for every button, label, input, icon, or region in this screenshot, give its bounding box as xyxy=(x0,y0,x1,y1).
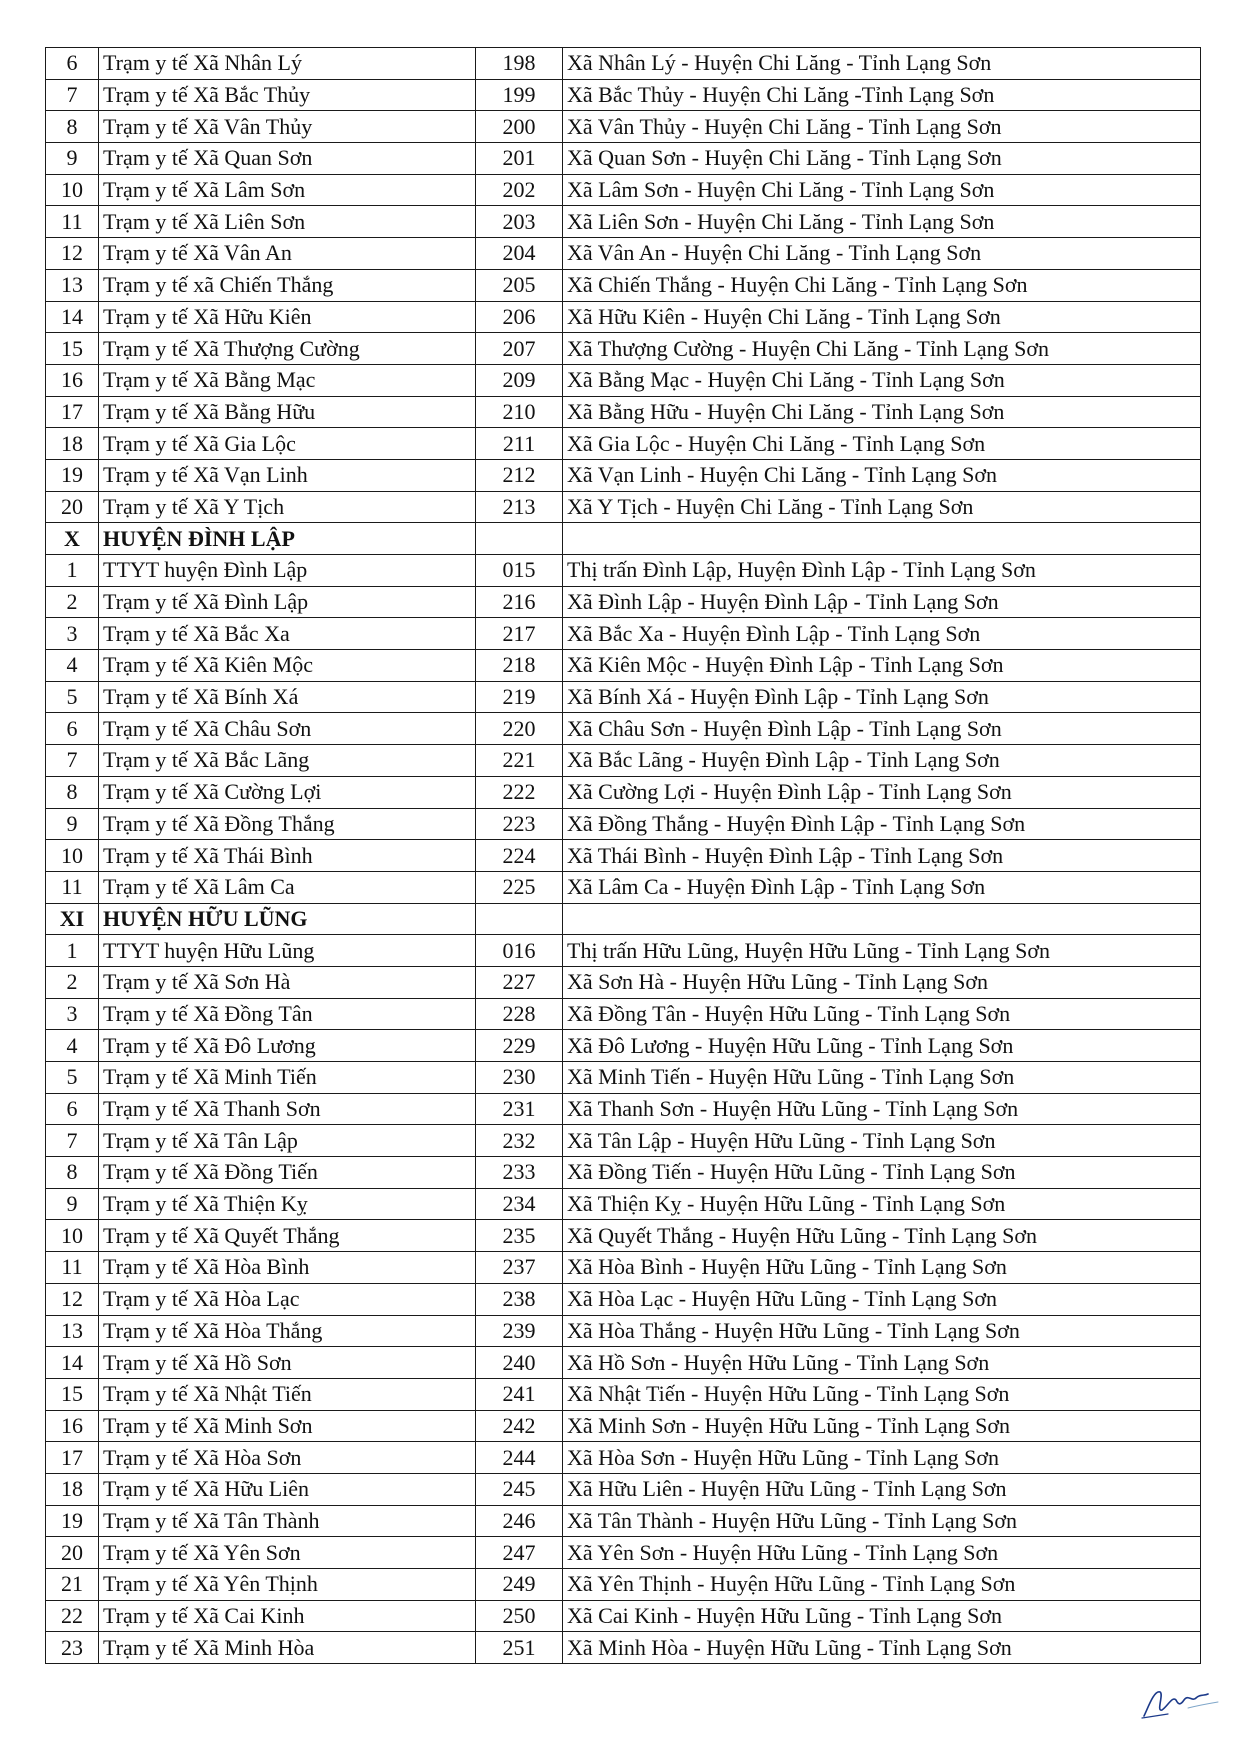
facility-name-cell: Trạm y tế Xã Lâm Ca xyxy=(99,871,476,903)
address-cell: Xã Hữu Kiên - Huyện Chi Lăng - Tỉnh Lạng Sơn xyxy=(563,301,1201,333)
table-row xyxy=(46,935,1201,967)
table-row xyxy=(46,1220,1201,1252)
address-cell: Xã Liên Sơn - Huyện Chi Lăng - Tỉnh Lạng Sơn xyxy=(563,206,1201,238)
facility-code-cell: 222 xyxy=(476,776,563,808)
address-cell: Xã Hữu Liên - Huyện Hữu Lũng - Tỉnh Lạng Sơn xyxy=(563,1473,1201,1505)
row-number-cell: 2 xyxy=(46,586,99,618)
facility-name-cell: Trạm y tế Xã Tân Lập xyxy=(99,1125,476,1157)
row-number-cell: X xyxy=(46,523,99,555)
row-number-cell: 16 xyxy=(46,364,99,396)
facility-code-cell: 227 xyxy=(476,966,563,998)
table-row xyxy=(46,491,1201,523)
table-row xyxy=(46,1600,1201,1632)
row-number-cell: 3 xyxy=(46,618,99,650)
address-cell: Xã Hòa Lạc - Huyện Hữu Lũng - Tỉnh Lạng Sơn xyxy=(563,1283,1201,1315)
table-row xyxy=(46,1315,1201,1347)
facility-name-cell: Trạm y tế Xã Đình Lập xyxy=(99,586,476,618)
facility-name-cell: Trạm y tế Xã Bính Xá xyxy=(99,681,476,713)
table-row xyxy=(46,1410,1201,1442)
address-cell: Xã Vạn Linh - Huyện Chi Lăng - Tỉnh Lạng Sơn xyxy=(563,459,1201,491)
facility-name-cell: Trạm y tế Xã Thanh Sơn xyxy=(99,1093,476,1125)
facility-code-cell: 015 xyxy=(476,555,563,587)
table-row xyxy=(46,1188,1201,1220)
facility-code-cell: 232 xyxy=(476,1125,563,1157)
table-row xyxy=(46,998,1201,1030)
row-number-cell: 5 xyxy=(46,1062,99,1094)
facility-code-cell: 240 xyxy=(476,1347,563,1379)
facility-code-cell: 202 xyxy=(476,174,563,206)
table-row xyxy=(46,1569,1201,1601)
table-row xyxy=(46,1283,1201,1315)
address-cell: Xã Quyết Thắng - Huyện Hữu Lũng - Tỉnh Lạng Sơn xyxy=(563,1220,1201,1252)
facility-code-cell: 199 xyxy=(476,79,563,111)
facility-code-cell: 213 xyxy=(476,491,563,523)
table-row xyxy=(46,681,1201,713)
table-row xyxy=(46,1442,1201,1474)
table-row xyxy=(46,428,1201,460)
facility-code-cell: 209 xyxy=(476,364,563,396)
row-number-cell: 7 xyxy=(46,79,99,111)
facility-name-cell: Trạm y tế Xã Hồ Sơn xyxy=(99,1347,476,1379)
address-cell: Xã Thái Bình - Huyện Đình Lập - Tỉnh Lạng Sơn xyxy=(563,840,1201,872)
table-row xyxy=(46,79,1201,111)
table-row xyxy=(46,1093,1201,1125)
table-row xyxy=(46,840,1201,872)
facility-name-cell: Trạm y tế Xã Yên Thịnh xyxy=(99,1569,476,1601)
table-row xyxy=(46,586,1201,618)
row-number-cell: XI xyxy=(46,903,99,935)
address-cell: Xã Châu Sơn - Huyện Đình Lập - Tỉnh Lạng Sơn xyxy=(563,713,1201,745)
address-cell: Xã Hòa Bình - Huyện Hữu Lũng - Tỉnh Lạng Sơn xyxy=(563,1252,1201,1284)
row-number-cell: 16 xyxy=(46,1410,99,1442)
address-cell: Xã Gia Lộc - Huyện Chi Lăng - Tỉnh Lạng Sơn xyxy=(563,428,1201,460)
row-number-cell: 20 xyxy=(46,1537,99,1569)
row-number-cell: 13 xyxy=(46,1315,99,1347)
facility-name-cell: Trạm y tế Xã Gia Lộc xyxy=(99,428,476,460)
address-cell: Xã Minh Hòa - Huyện Hữu Lũng - Tỉnh Lạng Sơn xyxy=(563,1632,1201,1664)
facility-name-cell: Trạm y tế Xã Kiên Mộc xyxy=(99,650,476,682)
row-number-cell: 8 xyxy=(46,1157,99,1189)
facility-code-cell: 201 xyxy=(476,143,563,175)
row-number-cell: 6 xyxy=(46,1093,99,1125)
facility-name-cell: Trạm y tế xã Chiến Thắng xyxy=(99,269,476,301)
facility-code-cell: 245 xyxy=(476,1473,563,1505)
facility-name-cell: Trạm y tế Xã Quyết Thắng xyxy=(99,1220,476,1252)
table-row xyxy=(46,871,1201,903)
facility-code-cell xyxy=(476,523,563,555)
table-row xyxy=(46,1632,1201,1664)
row-number-cell: 21 xyxy=(46,1569,99,1601)
facility-name-cell: Trạm y tế Xã Hòa Thắng xyxy=(99,1315,476,1347)
table-row xyxy=(46,269,1201,301)
facility-table xyxy=(45,47,1201,1664)
address-cell: Xã Bắc Lãng - Huyện Đình Lập - Tỉnh Lạng Sơn xyxy=(563,745,1201,777)
table-row xyxy=(46,1062,1201,1094)
address-cell: Xã Đồng Tân - Huyện Hữu Lũng - Tỉnh Lạng Sơn xyxy=(563,998,1201,1030)
row-number-cell: 7 xyxy=(46,745,99,777)
section-header-row xyxy=(46,523,1201,555)
table-row xyxy=(46,1378,1201,1410)
district-name-cell: HUYỆN ĐÌNH LẬP xyxy=(99,523,476,555)
row-number-cell: 22 xyxy=(46,1600,99,1632)
facility-name-cell: TTYT huyện Đình Lập xyxy=(99,555,476,587)
facility-name-cell: Trạm y tế Xã Nhân Lý xyxy=(99,48,476,80)
row-number-cell: 8 xyxy=(46,111,99,143)
table-row xyxy=(46,745,1201,777)
facility-code-cell: 241 xyxy=(476,1378,563,1410)
facility-name-cell: Trạm y tế Xã Lâm Sơn xyxy=(99,174,476,206)
table-row xyxy=(46,143,1201,175)
signature-mark xyxy=(1138,1678,1222,1722)
row-number-cell: 9 xyxy=(46,143,99,175)
address-cell: Xã Đồng Tiến - Huyện Hữu Lũng - Tỉnh Lạng Sơn xyxy=(563,1157,1201,1189)
table-row xyxy=(46,555,1201,587)
district-name-cell: HUYỆN HỮU LŨNG xyxy=(99,903,476,935)
table-row xyxy=(46,206,1201,238)
facility-name-cell: Trạm y tế Xã Đồng Tiến xyxy=(99,1157,476,1189)
facility-code-cell: 239 xyxy=(476,1315,563,1347)
facility-name-cell: Trạm y tế Xã Vân An xyxy=(99,238,476,270)
address-cell: Xã Bính Xá - Huyện Đình Lập - Tỉnh Lạng Sơn xyxy=(563,681,1201,713)
facility-code-cell: 235 xyxy=(476,1220,563,1252)
facility-code-cell: 220 xyxy=(476,713,563,745)
facility-name-cell: Trạm y tế Xã Châu Sơn xyxy=(99,713,476,745)
facility-table-body xyxy=(46,48,1201,1664)
facility-code-cell: 250 xyxy=(476,1600,563,1632)
row-number-cell: 9 xyxy=(46,1188,99,1220)
facility-name-cell: Trạm y tế Xã Nhật Tiến xyxy=(99,1378,476,1410)
address-cell: Xã Đô Lương - Huyện Hữu Lũng - Tỉnh Lạng Sơn xyxy=(563,1030,1201,1062)
facility-code-cell: 200 xyxy=(476,111,563,143)
row-number-cell: 5 xyxy=(46,681,99,713)
facility-name-cell: Trạm y tế Xã Bằng Hữu xyxy=(99,396,476,428)
facility-code-cell: 242 xyxy=(476,1410,563,1442)
facility-code-cell: 230 xyxy=(476,1062,563,1094)
facility-name-cell: Trạm y tế Xã Hòa Bình xyxy=(99,1252,476,1284)
address-cell: Xã Yên Sơn - Huyện Hữu Lũng - Tỉnh Lạng Sơn xyxy=(563,1537,1201,1569)
table-row xyxy=(46,1347,1201,1379)
address-cell: Xã Thanh Sơn - Huyện Hữu Lũng - Tỉnh Lạng Sơn xyxy=(563,1093,1201,1125)
row-number-cell: 19 xyxy=(46,459,99,491)
row-number-cell: 14 xyxy=(46,1347,99,1379)
facility-code-cell: 247 xyxy=(476,1537,563,1569)
address-cell: Xã Lâm Ca - Huyện Đình Lập - Tỉnh Lạng Sơn xyxy=(563,871,1201,903)
facility-code-cell xyxy=(476,903,563,935)
address-cell: Xã Y Tịch - Huyện Chi Lăng - Tỉnh Lạng Sơn xyxy=(563,491,1201,523)
facility-name-cell: Trạm y tế Xã Bắc Xa xyxy=(99,618,476,650)
facility-code-cell: 203 xyxy=(476,206,563,238)
table-row xyxy=(46,713,1201,745)
facility-name-cell: Trạm y tế Xã Bắc Lãng xyxy=(99,745,476,777)
address-cell: Xã Kiên Mộc - Huyện Đình Lập - Tỉnh Lạng Sơn xyxy=(563,650,1201,682)
facility-name-cell: Trạm y tế Xã Đồng Thắng xyxy=(99,808,476,840)
facility-name-cell: Trạm y tế Xã Liên Sơn xyxy=(99,206,476,238)
facility-code-cell: 228 xyxy=(476,998,563,1030)
facility-name-cell: Trạm y tế Xã Vạn Linh xyxy=(99,459,476,491)
facility-code-cell: 217 xyxy=(476,618,563,650)
facility-name-cell: Trạm y tế Xã Thái Bình xyxy=(99,840,476,872)
facility-name-cell: Trạm y tế Xã Cai Kinh xyxy=(99,1600,476,1632)
facility-name-cell: Trạm y tế Xã Minh Tiến xyxy=(99,1062,476,1094)
row-number-cell: 11 xyxy=(46,871,99,903)
table-row xyxy=(46,776,1201,808)
table-row xyxy=(46,650,1201,682)
table-row xyxy=(46,48,1201,80)
facility-code-cell: 221 xyxy=(476,745,563,777)
row-number-cell: 3 xyxy=(46,998,99,1030)
address-cell: Xã Tân Thành - Huyện Hữu Lũng - Tỉnh Lạng Sơn xyxy=(563,1505,1201,1537)
row-number-cell: 1 xyxy=(46,935,99,967)
table-row xyxy=(46,238,1201,270)
address-cell: Xã Thượng Cường - Huyện Chi Lăng - Tỉnh Lạng Sơn xyxy=(563,333,1201,365)
address-cell: Thị trấn Hữu Lũng, Huyện Hữu Lũng - Tỉnh Lạng Sơn xyxy=(563,935,1201,967)
section-header-row xyxy=(46,903,1201,935)
row-number-cell: 17 xyxy=(46,396,99,428)
facility-code-cell: 206 xyxy=(476,301,563,333)
table-row xyxy=(46,1505,1201,1537)
address-cell: Xã Bắc Xa - Huyện Đình Lập - Tỉnh Lạng Sơn xyxy=(563,618,1201,650)
facility-code-cell: 225 xyxy=(476,871,563,903)
address-cell: Xã Đình Lập - Huyện Đình Lập - Tỉnh Lạng Sơn xyxy=(563,586,1201,618)
facility-code-cell: 246 xyxy=(476,1505,563,1537)
address-cell: Xã Chiến Thắng - Huyện Chi Lăng - Tỉnh Lạng Sơn xyxy=(563,269,1201,301)
address-cell: Xã Nhật Tiến - Huyện Hữu Lũng - Tỉnh Lạng Sơn xyxy=(563,1378,1201,1410)
row-number-cell: 18 xyxy=(46,1473,99,1505)
address-cell: Xã Bắc Thủy - Huyện Chi Lăng -Tỉnh Lạng Sơn xyxy=(563,79,1201,111)
table-row xyxy=(46,808,1201,840)
address-cell: Xã Hòa Sơn - Huyện Hữu Lũng - Tỉnh Lạng Sơn xyxy=(563,1442,1201,1474)
facility-code-cell: 233 xyxy=(476,1157,563,1189)
table-row xyxy=(46,966,1201,998)
row-number-cell: 11 xyxy=(46,1252,99,1284)
row-number-cell: 4 xyxy=(46,650,99,682)
address-cell: Xã Cường Lợi - Huyện Đình Lập - Tỉnh Lạng Sơn xyxy=(563,776,1201,808)
row-number-cell: 19 xyxy=(46,1505,99,1537)
row-number-cell: 18 xyxy=(46,428,99,460)
facility-code-cell: 234 xyxy=(476,1188,563,1220)
facility-code-cell: 219 xyxy=(476,681,563,713)
address-cell xyxy=(563,903,1201,935)
row-number-cell: 13 xyxy=(46,269,99,301)
signature-icon xyxy=(1138,1678,1222,1722)
address-cell: Xã Yên Thịnh - Huyện Hữu Lũng - Tỉnh Lạng Sơn xyxy=(563,1569,1201,1601)
facility-code-cell: 016 xyxy=(476,935,563,967)
row-number-cell: 10 xyxy=(46,1220,99,1252)
table-row xyxy=(46,301,1201,333)
row-number-cell: 1 xyxy=(46,555,99,587)
row-number-cell: 6 xyxy=(46,48,99,80)
table-row xyxy=(46,1537,1201,1569)
address-cell: Xã Bằng Hữu - Huyện Chi Lăng - Tỉnh Lạng Sơn xyxy=(563,396,1201,428)
row-number-cell: 10 xyxy=(46,174,99,206)
table-row xyxy=(46,396,1201,428)
row-number-cell: 8 xyxy=(46,776,99,808)
address-cell: Xã Đồng Thắng - Huyện Đình Lập - Tỉnh Lạng Sơn xyxy=(563,808,1201,840)
facility-name-cell: Trạm y tế Xã Thượng Cường xyxy=(99,333,476,365)
facility-name-cell: Trạm y tế Xã Thiện Kỵ xyxy=(99,1188,476,1220)
facility-code-cell: 251 xyxy=(476,1632,563,1664)
row-number-cell: 15 xyxy=(46,1378,99,1410)
address-cell: Xã Hồ Sơn - Huyện Hữu Lũng - Tỉnh Lạng Sơn xyxy=(563,1347,1201,1379)
facility-code-cell: 204 xyxy=(476,238,563,270)
table-row xyxy=(46,364,1201,396)
facility-code-cell: 207 xyxy=(476,333,563,365)
facility-code-cell: 237 xyxy=(476,1252,563,1284)
table-row xyxy=(46,1473,1201,1505)
table-row xyxy=(46,1252,1201,1284)
facility-code-cell: 223 xyxy=(476,808,563,840)
table-row xyxy=(46,459,1201,491)
table-row xyxy=(46,1157,1201,1189)
address-cell: Xã Cai Kinh - Huyện Hữu Lũng - Tỉnh Lạng Sơn xyxy=(563,1600,1201,1632)
facility-name-cell: Trạm y tế Xã Đồng Tân xyxy=(99,998,476,1030)
facility-name-cell: Trạm y tế Xã Tân Thành xyxy=(99,1505,476,1537)
address-cell: Xã Nhân Lý - Huyện Chi Lăng - Tỉnh Lạng Sơn xyxy=(563,48,1201,80)
facility-name-cell: Trạm y tế Xã Bắc Thủy xyxy=(99,79,476,111)
facility-name-cell: Trạm y tế Xã Hòa Lạc xyxy=(99,1283,476,1315)
address-cell: Xã Sơn Hà - Huyện Hữu Lũng - Tỉnh Lạng Sơn xyxy=(563,966,1201,998)
facility-code-cell: 229 xyxy=(476,1030,563,1062)
facility-code-cell: 218 xyxy=(476,650,563,682)
facility-code-cell: 231 xyxy=(476,1093,563,1125)
table-row xyxy=(46,174,1201,206)
address-cell: Xã Vân Thủy - Huyện Chi Lăng - Tỉnh Lạng Sơn xyxy=(563,111,1201,143)
facility-code-cell: 249 xyxy=(476,1569,563,1601)
facility-name-cell: Trạm y tế Xã Y Tịch xyxy=(99,491,476,523)
row-number-cell: 11 xyxy=(46,206,99,238)
table-row xyxy=(46,333,1201,365)
address-cell: Xã Bằng Mạc - Huyện Chi Lăng - Tỉnh Lạng Sơn xyxy=(563,364,1201,396)
row-number-cell: 12 xyxy=(46,238,99,270)
table-row xyxy=(46,111,1201,143)
row-number-cell: 14 xyxy=(46,301,99,333)
row-number-cell: 15 xyxy=(46,333,99,365)
facility-code-cell: 216 xyxy=(476,586,563,618)
row-number-cell: 2 xyxy=(46,966,99,998)
address-cell: Xã Tân Lập - Huyện Hữu Lũng - Tỉnh Lạng Sơn xyxy=(563,1125,1201,1157)
address-cell: Xã Quan Sơn - Huyện Chi Lăng - Tỉnh Lạng Sơn xyxy=(563,143,1201,175)
facility-name-cell: Trạm y tế Xã Hòa Sơn xyxy=(99,1442,476,1474)
address-cell: Xã Thiện Kỵ - Huyện Hữu Lũng - Tỉnh Lạng Sơn xyxy=(563,1188,1201,1220)
row-number-cell: 9 xyxy=(46,808,99,840)
facility-name-cell: Trạm y tế Xã Hữu Kiên xyxy=(99,301,476,333)
row-number-cell: 20 xyxy=(46,491,99,523)
facility-name-cell: Trạm y tế Xã Quan Sơn xyxy=(99,143,476,175)
address-cell: Xã Minh Tiến - Huyện Hữu Lũng - Tỉnh Lạng Sơn xyxy=(563,1062,1201,1094)
facility-name-cell: Trạm y tế Xã Sơn Hà xyxy=(99,966,476,998)
row-number-cell: 23 xyxy=(46,1632,99,1664)
address-cell: Xã Minh Sơn - Huyện Hữu Lũng - Tỉnh Lạng Sơn xyxy=(563,1410,1201,1442)
facility-name-cell: Trạm y tế Xã Hữu Liên xyxy=(99,1473,476,1505)
row-number-cell: 4 xyxy=(46,1030,99,1062)
facility-code-cell: 210 xyxy=(476,396,563,428)
facility-code-cell: 211 xyxy=(476,428,563,460)
table-row xyxy=(46,1030,1201,1062)
address-cell: Xã Hòa Thắng - Huyện Hữu Lũng - Tỉnh Lạng Sơn xyxy=(563,1315,1201,1347)
facility-code-cell: 212 xyxy=(476,459,563,491)
table-row xyxy=(46,1125,1201,1157)
facility-name-cell: Trạm y tế Xã Minh Sơn xyxy=(99,1410,476,1442)
address-cell: Xã Lâm Sơn - Huyện Chi Lăng - Tỉnh Lạng Sơn xyxy=(563,174,1201,206)
row-number-cell: 12 xyxy=(46,1283,99,1315)
table-row xyxy=(46,618,1201,650)
address-cell: Xã Vân An - Huyện Chi Lăng - Tỉnh Lạng Sơn xyxy=(563,238,1201,270)
row-number-cell: 6 xyxy=(46,713,99,745)
facility-name-cell: Trạm y tế Xã Đô Lương xyxy=(99,1030,476,1062)
facility-name-cell: Trạm y tế Xã Bằng Mạc xyxy=(99,364,476,396)
row-number-cell: 17 xyxy=(46,1442,99,1474)
facility-name-cell: Trạm y tế Xã Minh Hòa xyxy=(99,1632,476,1664)
address-cell: Thị trấn Đình Lập, Huyện Đình Lập - Tỉnh Lạng Sơn xyxy=(563,555,1201,587)
row-number-cell: 7 xyxy=(46,1125,99,1157)
row-number-cell: 10 xyxy=(46,840,99,872)
address-cell xyxy=(563,523,1201,555)
facility-code-cell: 238 xyxy=(476,1283,563,1315)
facility-code-cell: 244 xyxy=(476,1442,563,1474)
facility-name-cell: Trạm y tế Xã Vân Thủy xyxy=(99,111,476,143)
facility-name-cell: TTYT huyện Hữu Lũng xyxy=(99,935,476,967)
facility-code-cell: 205 xyxy=(476,269,563,301)
facility-name-cell: Trạm y tế Xã Yên Sơn xyxy=(99,1537,476,1569)
facility-code-cell: 224 xyxy=(476,840,563,872)
facility-name-cell: Trạm y tế Xã Cường Lợi xyxy=(99,776,476,808)
facility-code-cell: 198 xyxy=(476,48,563,80)
